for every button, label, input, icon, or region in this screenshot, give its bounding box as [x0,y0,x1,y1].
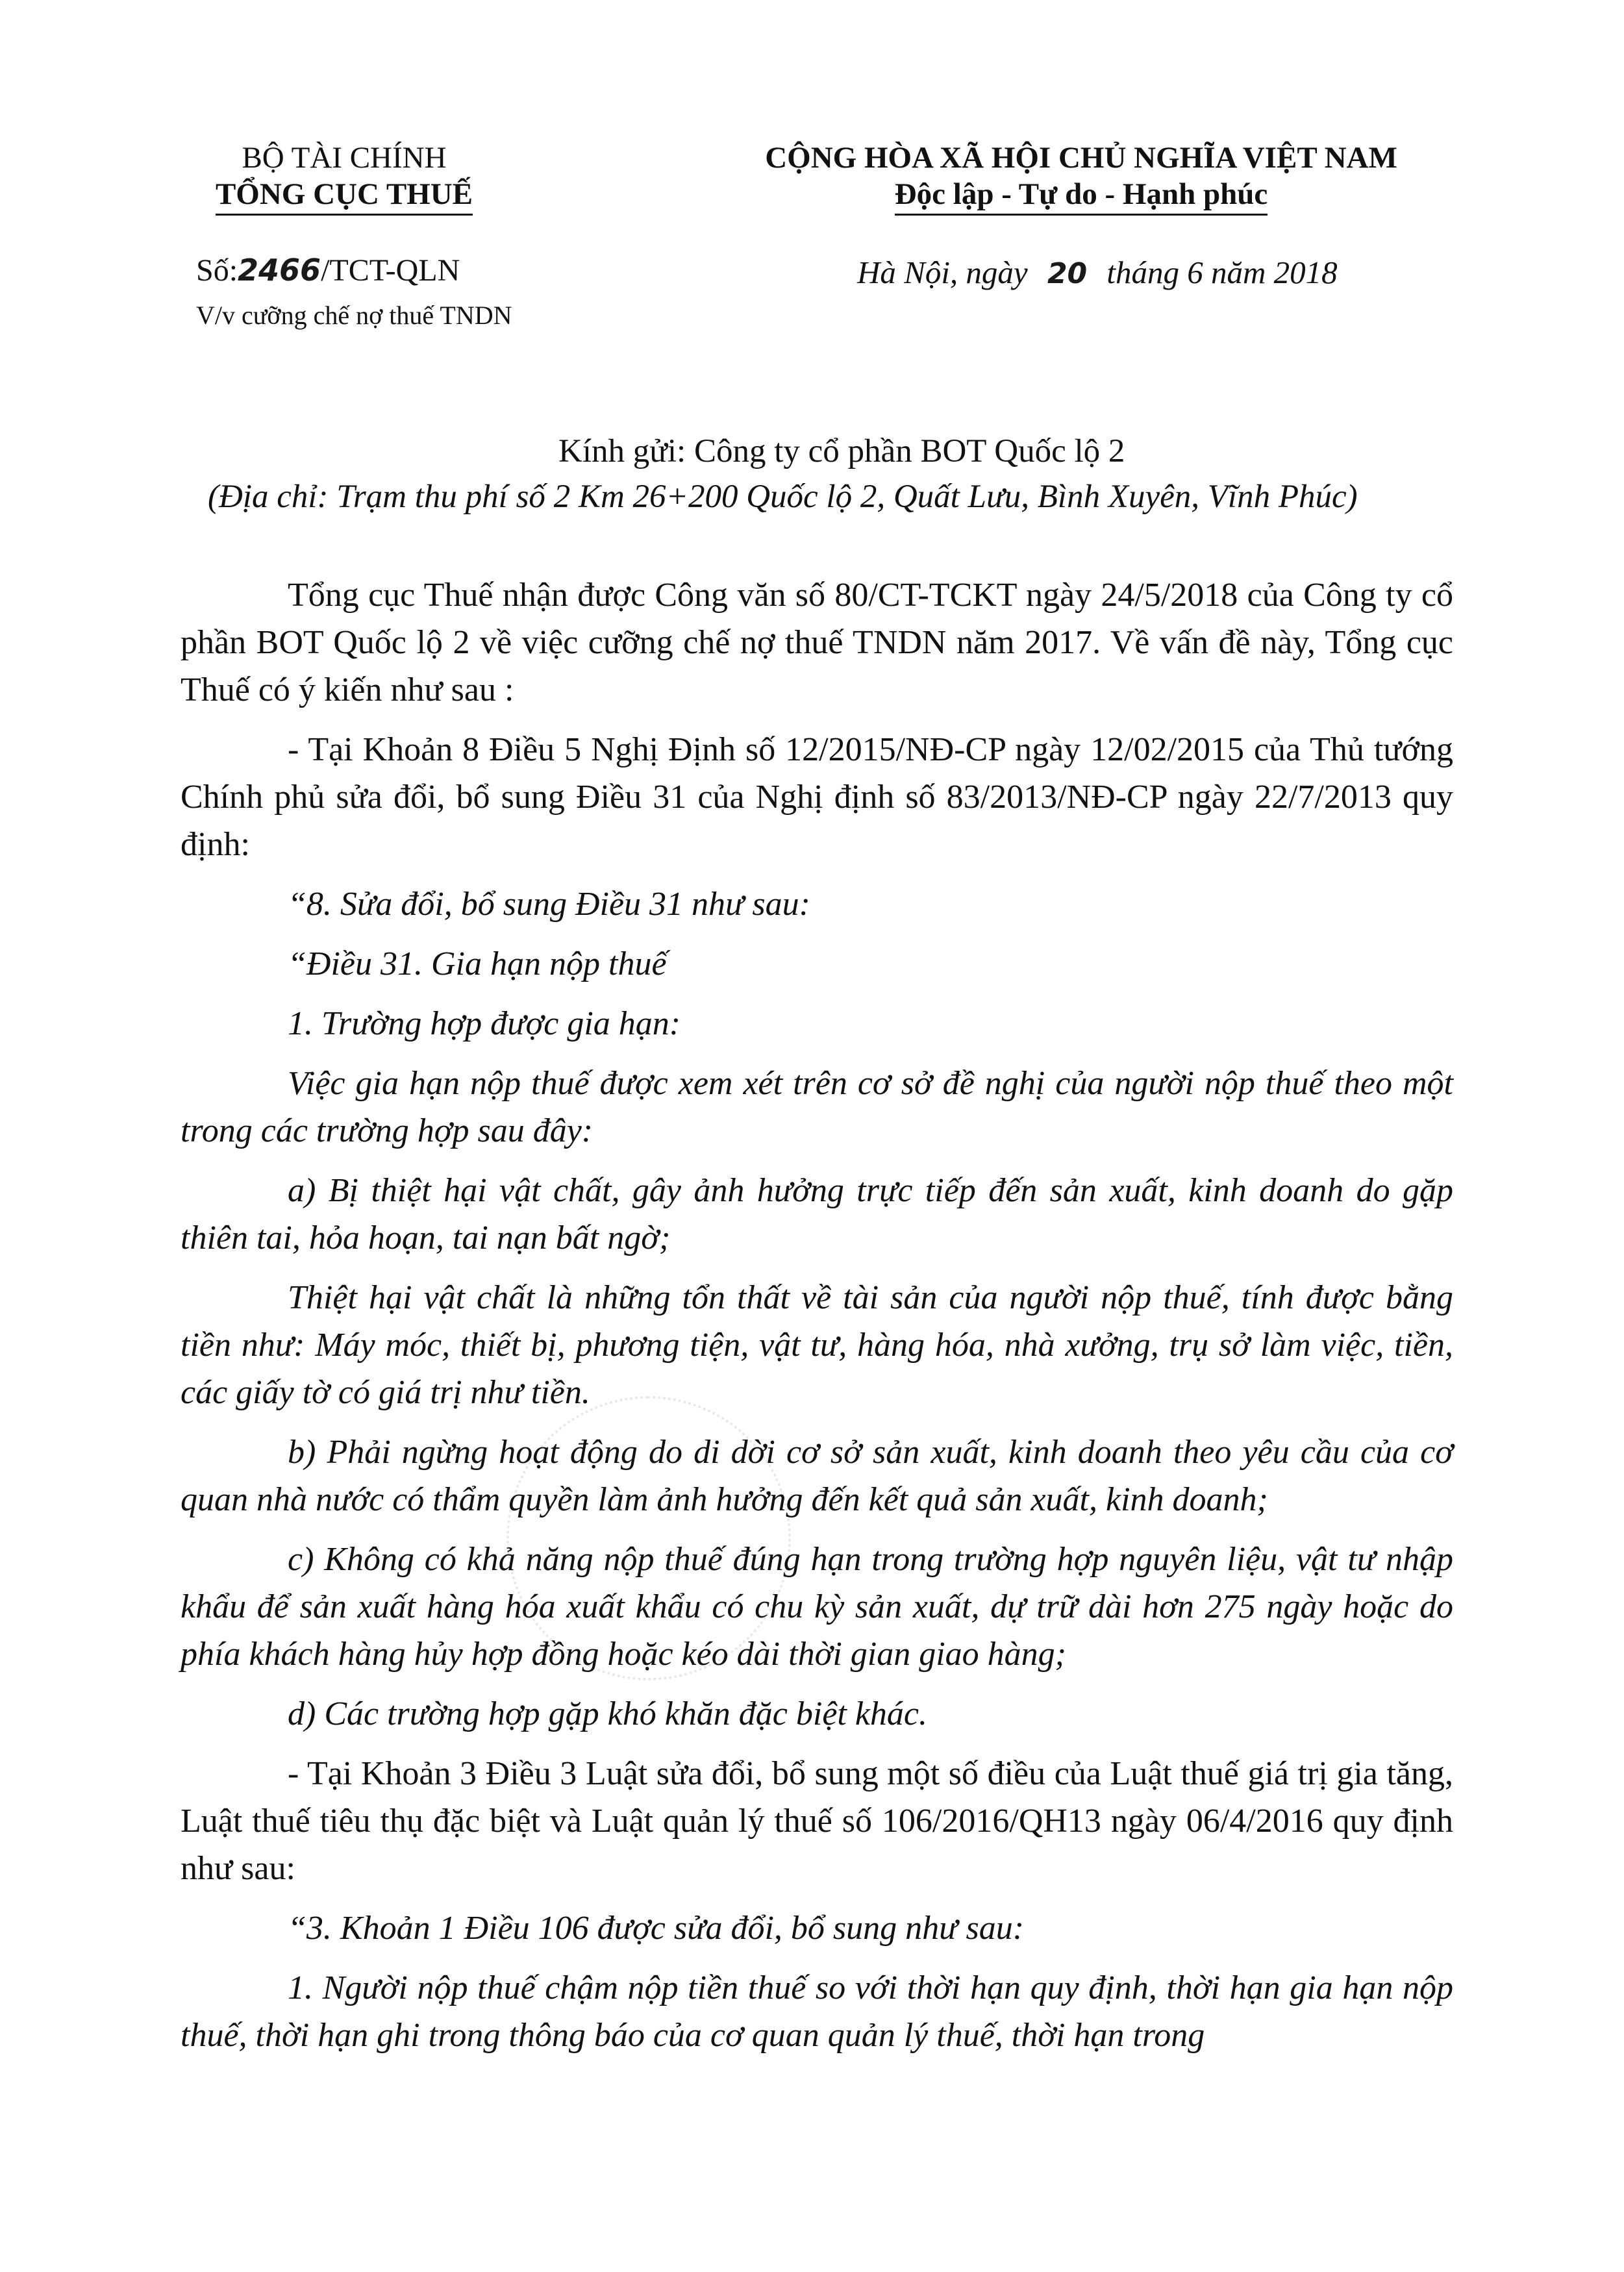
department-name: TỔNG CỤC THUẾ [143,176,545,212]
quote-case-c: c) Không có khả năng nộp thuế đúng hạn trong trường hợp nguyên liệu, vật tư nhập khẩu để sản xuất hàng hóa xuất khẩu có chu kỳ sản xuất, dự trữ dài hơn 275 ngày hoặc do phía khách hàng hủy hợp đồng hoặc kéo dài thời gian giao hàng; [181,1541,1453,1673]
letter-body [181,571,1453,2071]
recipient-address: (Địa chỉ: Trạm thu phí số 2 Km 26+200 Quốc lộ 2, Quất Lưu, Bình Xuyên, Vĩnh Phúc) [208,479,1358,515]
document-subject: V/v cưỡng chế nợ thuế TNDN [196,301,512,330]
national-header [675,140,1487,212]
issuer-block [143,140,545,212]
quote-case-a: a) Bị thiệt hại vật chất, gây ảnh hưởng trực tiếp đến sản xuất, kinh doanh do gặp thiên tai, hỏa hoạn, tai nạn bất ngờ; [181,1172,1453,1256]
paragraph-law-reference: - Tại Khoản 3 Điều 3 Luật sửa đổi, bổ sung một số điều của Luật thuế giá trị gia tăng, Luật thuế tiêu thụ đặc biệt và Luật quản lý thuế số 106/2016/QH13 ngày 06/4/2016 quy định như sau: [181,1755,1453,1887]
quote-material-damage-definition: Thiệt hại vật chất là những tổn thất về tài sản của người nộp thuế, tính được bằng tiền như: Máy móc, thiết bị, phương tiện, vật tư, hàng hóa, nhà xưởng, trụ sở làm việc, tiền, các giấy tờ có giá trị như tiền. [181,1279,1453,1411]
quote-article-31-title: “Điều 31. Gia hạn nộp thuế [288,945,667,982]
document-date: Hà Nội, ngày 20 tháng 6 năm 2018 [857,255,1338,290]
paragraph-intro: Tổng cục Thuế nhận được Công văn số 80/CT-TCKT ngày 24/5/2018 của Công ty cổ phần BOT Quốc lộ 2 về việc cưỡng chế nợ thuế TNDN năm 2017. Về vấn đề này, Tổng cục Thuế có ý kiến như sau : [181,577,1453,708]
handwritten-number: 2466 [238,253,321,288]
motto: Độc lập - Tự do - Hạnh phúc [675,176,1487,212]
quote-amendment-heading: “8. Sửa đổi, bổ sung Điều 31 như sau: [288,886,810,923]
quote-extension-basis: Việc gia hạn nộp thuế được xem xét trên cơ sở đề nghị của người nộp thuế theo một trong các trường hợp sau đây: [181,1065,1453,1149]
quote-article-106-heading: “3. Khoản 1 Điều 106 được sửa đổi, bổ sung như sau: [288,1910,1025,1947]
document-number: Số:2466/TCT-QLN [196,253,460,288]
paragraph-decree-reference: - Tại Khoản 8 Điều 5 Nghị Định số 12/2015/NĐ-CP ngày 12/02/2015 của Thủ tướng Chính phủ sửa đổi, bổ sung Điều 31 của Nghị định số 83/2013/NĐ-CP ngày 22/7/2013 quy định: [181,731,1453,863]
quote-late-payment-clause: 1. Người nộp thuế chậm nộp tiền thuế so với thời hạn quy định, thời hạn gia hạn nộp thuế, thời hạn ghi trong thông báo của cơ quan quản lý thuế, thời hạn trong [181,1969,1453,2054]
quote-extension-cases-heading: 1. Trường hợp được gia hạn: [288,1005,681,1042]
quote-case-b: b) Phải ngừng hoạt động do di dời cơ sở sản xuất, kinh doanh theo yêu cầu của cơ quan nhà nước có thẩm quyền làm ảnh hưởng đến kết quả sản xuất, kinh doanh; [181,1434,1453,1518]
quote-case-d: d) Các trường hợp gặp khó khăn đặc biệt khác. [288,1695,928,1732]
country-name: CỘNG HÒA XÃ HỘI CHỦ NGHĨA VIỆT NAM [765,141,1397,175]
ministry-name: BỘ TÀI CHÍNH [242,141,447,175]
recipient-line: Kính gửi: Công ty cổ phần BOT Quốc lộ 2 [558,433,1125,469]
handwritten-day: 20 [1047,257,1088,290]
